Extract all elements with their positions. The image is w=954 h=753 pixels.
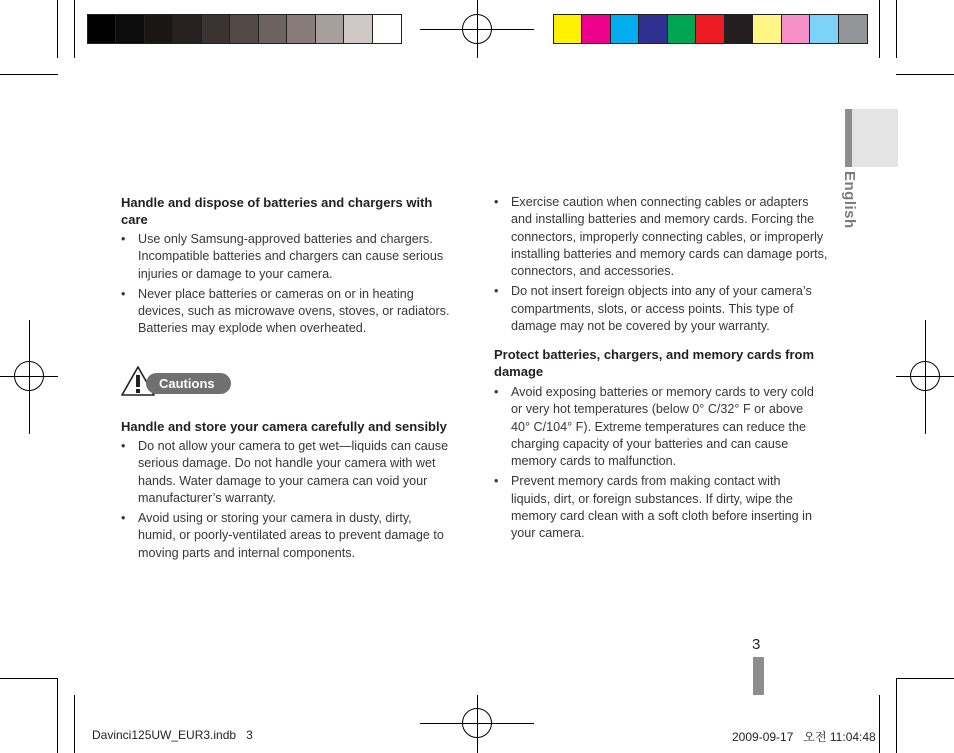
page-number-marker	[753, 657, 764, 695]
crop-mark	[57, 678, 58, 753]
crop-mark	[896, 678, 954, 679]
footer-timestamp: 2009-09-17 오전 11:04:48	[732, 730, 876, 744]
crop-mark	[74, 695, 75, 753]
process-color-swatch	[668, 15, 696, 43]
grayscale-swatch	[173, 15, 201, 43]
language-tab-marker	[845, 109, 852, 167]
process-color-swatch	[611, 15, 639, 43]
page-number: 3	[752, 636, 761, 653]
process-color-swatch	[839, 15, 867, 43]
crop-mark	[896, 0, 897, 58]
grayscale-swatch	[88, 15, 116, 43]
list-item: • Avoid exposing batteries or memory cards to very cold or very hot temperatures (below 0° C/32° F or above 40° C/104° F). Extreme temperatures can reduce the charging capacity of your batteries and can cause memory cards to malfunction.	[494, 384, 819, 470]
process-color-swatch	[782, 15, 810, 43]
registration-mark-circle	[14, 361, 44, 391]
process-color-swatch	[554, 15, 582, 43]
language-tab-label: English	[841, 171, 858, 229]
footer-filename	[92, 728, 253, 742]
registration-mark-circle	[462, 708, 492, 738]
bullet-list-connections	[494, 194, 830, 338]
process-color-swatch	[696, 15, 724, 43]
process-color-bar	[553, 14, 868, 44]
registration-mark-circle	[910, 361, 940, 391]
bullet-list-protect	[494, 384, 819, 546]
cautions-badge: Cautions	[146, 373, 231, 394]
grayscale-swatch	[145, 15, 173, 43]
grayscale-swatch	[230, 15, 258, 43]
grayscale-swatch	[373, 15, 401, 43]
process-color-swatch	[810, 15, 838, 43]
list-item: • Prevent memory cards from making contact with liquids, dirt, or foreign substances. If dirty, wipe the memory card clean with a soft cloth before inserting in your camera.	[494, 473, 819, 542]
list-item: • Use only Samsung-approved batteries and chargers. Incompatible batteries and chargers can cause serious injuries or damage to your camera.	[121, 231, 461, 283]
process-color-swatch	[753, 15, 781, 43]
section-heading-batteries: Handle and dispose of batteries and chargers with care	[121, 195, 433, 227]
process-color-swatch	[582, 15, 610, 43]
section-heading-camera-care: Handle and store your camera carefully and sensibly	[121, 419, 447, 434]
crop-mark	[879, 0, 880, 58]
footer-page: 3	[246, 728, 253, 742]
section-heading-protect: Protect batteries, chargers, and memory cards from damage	[494, 347, 815, 379]
grayscale-swatch	[287, 15, 315, 43]
list-item: • Never place batteries or cameras on or in heating devices, such as microwave ovens, stoves, or radiators. Batteries may explode when overheated.	[121, 286, 461, 338]
language-tab-background	[845, 109, 898, 167]
crop-mark	[0, 74, 58, 75]
crop-mark	[74, 0, 75, 58]
list-item: • Do not insert foreign objects into any of your camera’s compartments, slots, or access points. This type of damage may not be covered by your warranty.	[494, 283, 830, 335]
list-item: • Do not allow your camera to get wet—liquids can cause serious damage. Do not handle your camera with wet hands. Water damage to your camera can void your manufacturer’s warranty.	[121, 438, 451, 507]
grayscale-swatch	[202, 15, 230, 43]
footer-file: Davinci125UW_EUR3.indb	[92, 728, 237, 742]
bullet-list-camera-care	[121, 438, 451, 565]
crop-mark	[896, 74, 954, 75]
bullet-list-batteries	[121, 231, 461, 341]
grayscale-swatch	[116, 15, 144, 43]
list-item: • Exercise caution when connecting cables or adapters and installing batteries and memory cards. Forcing the connectors, improperly connecting cables, or improperly installing batteries and memory cards can damage ports, connectors, and accessories.	[494, 194, 830, 280]
grayscale-swatch	[344, 15, 372, 43]
crop-mark	[896, 678, 897, 753]
grayscale-color-bar	[87, 14, 402, 44]
crop-mark	[57, 0, 58, 58]
process-color-swatch	[639, 15, 667, 43]
grayscale-swatch	[259, 15, 287, 43]
crop-mark	[0, 678, 58, 679]
registration-mark-circle	[462, 14, 492, 44]
crop-mark	[879, 695, 880, 753]
process-color-swatch	[725, 15, 753, 43]
list-item: • Avoid using or storing your camera in dusty, dirty, humid, or poorly-ventilated areas to prevent damage to moving parts and internal components.	[121, 510, 451, 562]
grayscale-swatch	[316, 15, 344, 43]
